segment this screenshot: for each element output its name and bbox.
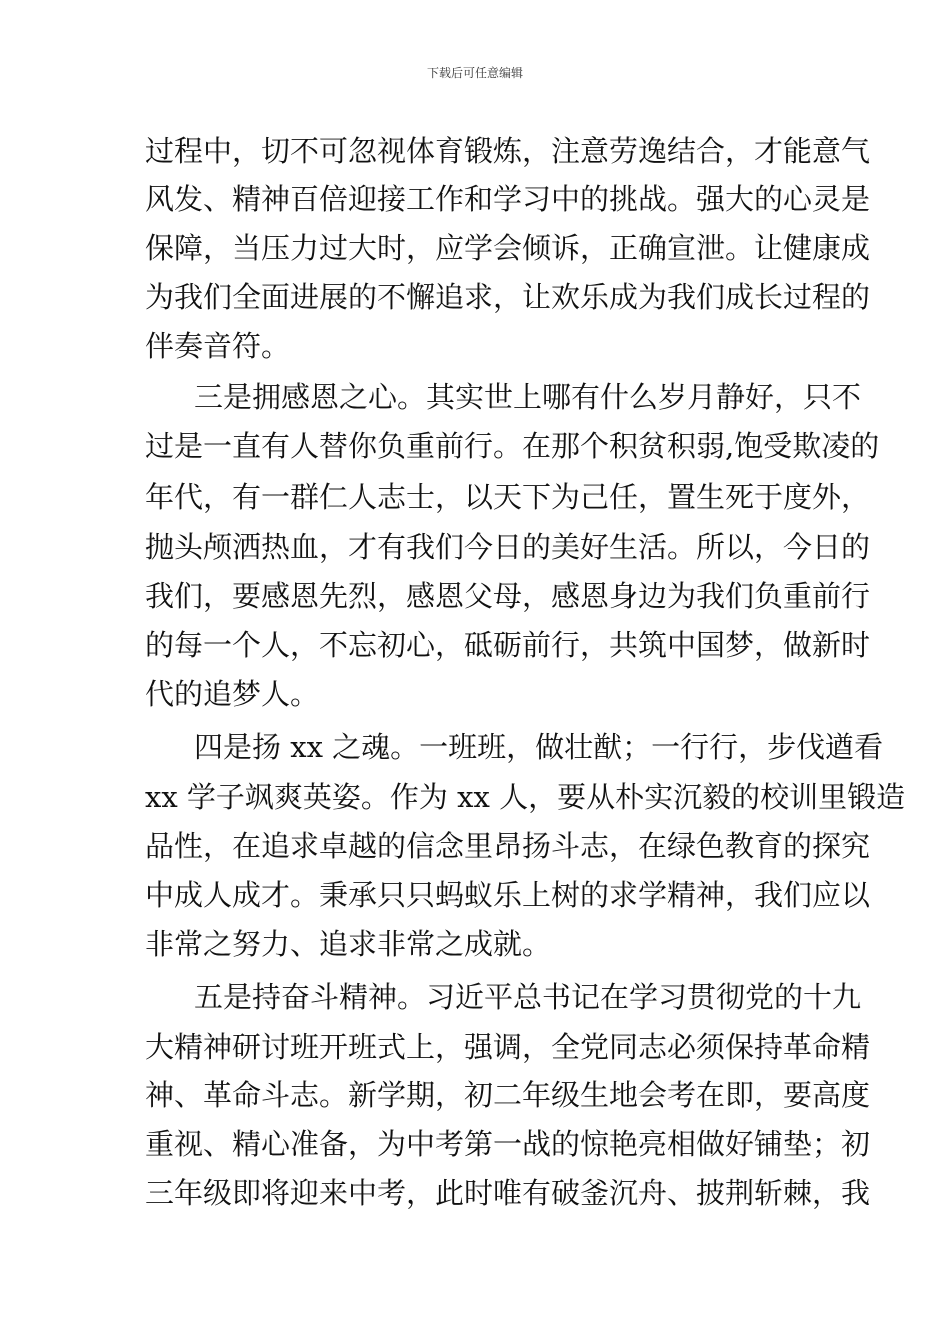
paragraph-5-first-line: 五是持奋斗精神。习近平总书记在学习贯彻党的十九: [194, 980, 862, 1014]
text-line-15: 品性，在追求卓越的信念里昂扬斗志，在绿色教育的探究: [145, 829, 871, 863]
text-line-22: 三年级即将迎来中考，此时唯有破釜沉舟、披荆斩棘，我: [145, 1176, 871, 1210]
text-line-8: 年代，有一群仁人志士，以天下为己任，置生死于度外，: [145, 480, 871, 514]
text-line-7: 过是一直有人替你负重前行。在那个积贫积弱,饱受欺凌的: [145, 429, 880, 463]
text-line-19: 大精神研讨班开班式上，强调，全党同志必须保持革命精: [145, 1030, 871, 1064]
text-line-14: xx 学子飒爽英姿。作为 xx 人，要从朴实沉毅的校训里锻造: [145, 780, 906, 814]
text-line-10: 我们，要感恩先烈，感恩父母，感恩身边为我们负重前行: [145, 579, 871, 613]
text-line-16: 中成人成才。秉承只只蚂蚁乐上树的求学精神，我们应以: [145, 878, 871, 912]
text-line-11: 的每一个人，不忘初心，砥砺前行，共筑中国梦，做新时: [145, 628, 871, 662]
paragraph-4-first-line: 四是扬 xx 之魂。一班班，做壮猷；一行行，步伐遒看: [194, 730, 884, 764]
text-line-21: 重视、精心准备，为中考第一战的惊艳亮相做好铺垫；初: [145, 1127, 871, 1161]
text-line-3: 保障，当压力过大时，应学会倾诉，正确宣泄。让健康成: [145, 231, 871, 265]
text-line-9: 抛头颅洒热血，才有我们今日的美好生活。所以，今日的: [145, 530, 871, 564]
text-line-17: 非常之努力、追求非常之成就。: [145, 927, 552, 961]
paragraph-3-first-line: 三是拥感恩之心。其实世上哪有什么岁月静好，只不: [194, 380, 862, 414]
text-line-2: 风发、精神百倍迎接工作和学习中的挑战。强大的心灵是: [145, 182, 871, 216]
text-line-1: 过程中，切不可忽视体育锻炼，注意劳逸结合，才能意气: [145, 134, 871, 168]
text-line-20: 神、革命斗志。新学期，初二年级生地会考在即，要高度: [145, 1078, 871, 1112]
text-line-4: 为我们全面进展的不懈追求，让欢乐成为我们成长过程的: [145, 280, 871, 314]
text-line-5: 伴奏音符。: [145, 329, 291, 363]
header-note: 下载后可任意编辑: [426, 66, 523, 80]
text-line-12: 代的追梦人。: [145, 677, 320, 711]
